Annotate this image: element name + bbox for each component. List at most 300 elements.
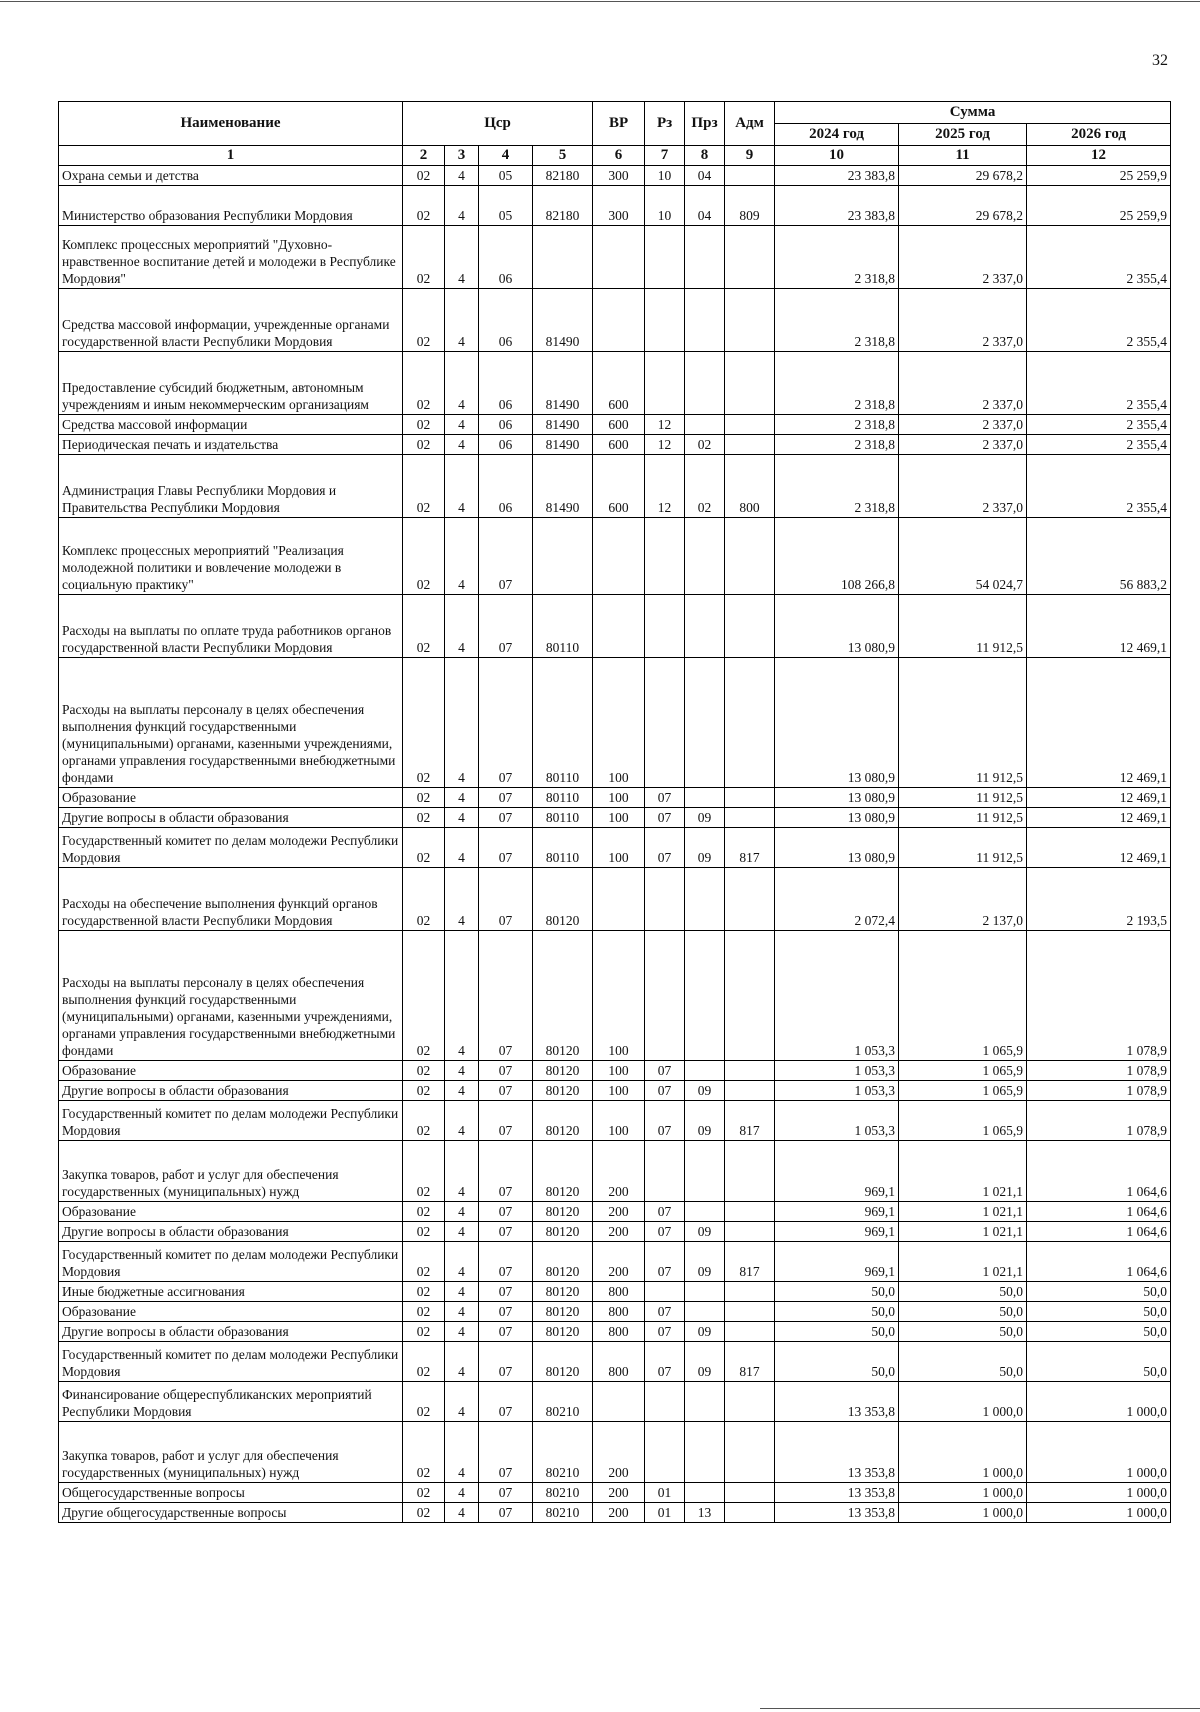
table-row (59, 185, 1171, 225)
amount-2025: 2 337,0 (899, 434, 1027, 454)
header-year-2026: 2026 год (1027, 124, 1171, 146)
amount-2026: 25 259,9 (1027, 165, 1171, 185)
prz-code: 04 (685, 185, 725, 225)
csr-part-3: 07 (479, 827, 533, 867)
csr-part-3: 07 (479, 787, 533, 807)
column-number: 3 (445, 146, 479, 166)
csr-part-4: 80120 (533, 1201, 593, 1221)
csr-part-3: 07 (479, 1140, 533, 1201)
row-name: Министерство образования Республики Мордовия (59, 185, 403, 225)
rz-code: 01 (645, 1502, 685, 1522)
prz-code (685, 1060, 725, 1080)
rz-code: 07 (645, 1080, 685, 1100)
csr-part-1: 02 (403, 1080, 445, 1100)
vr-code (593, 867, 645, 930)
table-row (59, 1060, 1171, 1080)
csr-part-1: 02 (403, 1100, 445, 1140)
csr-part-2: 4 (445, 288, 479, 351)
csr-part-3: 07 (479, 1201, 533, 1221)
row-name: Другие вопросы в области образования (59, 1221, 403, 1241)
csr-part-4: 81490 (533, 288, 593, 351)
csr-part-4: 80110 (533, 807, 593, 827)
csr-part-4: 80120 (533, 1301, 593, 1321)
csr-part-2: 4 (445, 594, 479, 657)
row-name: Расходы на выплаты по оплате труда работников органов государственной власти Республики Мордовия (59, 594, 403, 657)
row-name: Финансирование общереспубликанских мероприятий Республики Мордовия (59, 1381, 403, 1421)
amount-2024: 13 353,8 (775, 1502, 899, 1522)
csr-part-3: 07 (479, 1100, 533, 1140)
csr-part-1: 02 (403, 517, 445, 594)
csr-part-2: 4 (445, 787, 479, 807)
csr-part-3: 07 (479, 867, 533, 930)
rz-code: 07 (645, 827, 685, 867)
amount-2026: 1 000,0 (1027, 1381, 1171, 1421)
adm-code: 817 (725, 1100, 775, 1140)
row-name: Комплекс процессных мероприятий "Духовно-нравственное воспитание детей и молодежи в Республике Мордовия" (59, 225, 403, 288)
csr-part-2: 4 (445, 807, 479, 827)
amount-2024: 50,0 (775, 1341, 899, 1381)
amount-2025: 1 065,9 (899, 1060, 1027, 1080)
csr-part-4: 80120 (533, 1221, 593, 1241)
adm-code (725, 1201, 775, 1221)
adm-code (725, 1301, 775, 1321)
table-row (59, 1502, 1171, 1522)
csr-part-2: 4 (445, 185, 479, 225)
amount-2026: 12 469,1 (1027, 807, 1171, 827)
amount-2025: 1 000,0 (899, 1381, 1027, 1421)
row-name: Государственный комитет по делам молодежи Республики Мордовия (59, 1100, 403, 1140)
amount-2024: 2 318,8 (775, 434, 899, 454)
table-row (59, 1381, 1171, 1421)
amount-2026: 25 259,9 (1027, 185, 1171, 225)
vr-code (593, 594, 645, 657)
header-vr: ВР (593, 102, 645, 146)
rz-code (645, 225, 685, 288)
rz-code: 07 (645, 1321, 685, 1341)
row-name: Закупка товаров, работ и услуг для обеспечения государственных (муниципальных) нужд (59, 1140, 403, 1201)
csr-part-2: 4 (445, 867, 479, 930)
header-csr: Цср (403, 102, 593, 146)
csr-part-2: 4 (445, 414, 479, 434)
csr-part-4: 80210 (533, 1482, 593, 1502)
adm-code: 817 (725, 1241, 775, 1281)
csr-part-2: 4 (445, 1482, 479, 1502)
prz-code: 09 (685, 1100, 725, 1140)
csr-part-1: 02 (403, 1060, 445, 1080)
adm-code (725, 1080, 775, 1100)
amount-2026: 2 355,4 (1027, 225, 1171, 288)
rz-code: 07 (645, 787, 685, 807)
row-name: Другие вопросы в области образования (59, 807, 403, 827)
table-row (59, 1301, 1171, 1321)
csr-part-1: 02 (403, 1221, 445, 1241)
table-row (59, 787, 1171, 807)
vr-code: 300 (593, 165, 645, 185)
amount-2025: 50,0 (899, 1341, 1027, 1381)
row-name: Иные бюджетные ассигнования (59, 1281, 403, 1301)
header-year-2024: 2024 год (775, 124, 899, 146)
prz-code: 04 (685, 165, 725, 185)
csr-part-4: 80210 (533, 1381, 593, 1421)
column-number: 11 (899, 146, 1027, 166)
adm-code (725, 414, 775, 434)
adm-code: 809 (725, 185, 775, 225)
amount-2026: 50,0 (1027, 1301, 1171, 1321)
prz-code (685, 787, 725, 807)
csr-part-1: 02 (403, 225, 445, 288)
prz-code: 09 (685, 1080, 725, 1100)
row-name: Другие вопросы в области образования (59, 1321, 403, 1341)
row-name: Расходы на обеспечение выполнения функций органов государственной власти Республики Мордовия (59, 867, 403, 930)
page-number: 32 (1152, 52, 1168, 69)
csr-part-3: 06 (479, 434, 533, 454)
csr-part-3: 06 (479, 414, 533, 434)
table-row (59, 657, 1171, 787)
vr-code: 100 (593, 657, 645, 787)
table-row (59, 434, 1171, 454)
csr-part-4: 80120 (533, 1281, 593, 1301)
csr-part-3: 07 (479, 1341, 533, 1381)
rz-code: 10 (645, 185, 685, 225)
amount-2024: 1 053,3 (775, 930, 899, 1060)
prz-code (685, 867, 725, 930)
prz-code: 09 (685, 827, 725, 867)
csr-part-4: 80120 (533, 1140, 593, 1201)
amount-2025: 54 024,7 (899, 517, 1027, 594)
amount-2024: 1 053,3 (775, 1100, 899, 1140)
csr-part-2: 4 (445, 1140, 479, 1201)
csr-part-2: 4 (445, 1321, 479, 1341)
header-name: Наименование (59, 102, 403, 146)
amount-2026: 1 064,6 (1027, 1241, 1171, 1281)
row-name: Образование (59, 1060, 403, 1080)
csr-part-4: 80120 (533, 1241, 593, 1281)
rz-code: 07 (645, 1221, 685, 1241)
rz-code: 01 (645, 1482, 685, 1502)
csr-part-4: 80110 (533, 787, 593, 807)
row-name: Периодическая печать и издательства (59, 434, 403, 454)
column-number: 2 (403, 146, 445, 166)
rz-code: 12 (645, 454, 685, 517)
amount-2024: 50,0 (775, 1301, 899, 1321)
csr-part-3: 07 (479, 807, 533, 827)
csr-part-1: 02 (403, 827, 445, 867)
csr-part-2: 4 (445, 165, 479, 185)
amount-2024: 13 353,8 (775, 1381, 899, 1421)
vr-code: 100 (593, 807, 645, 827)
amount-2025: 29 678,2 (899, 185, 1027, 225)
csr-part-4: 80210 (533, 1421, 593, 1482)
csr-part-2: 4 (445, 434, 479, 454)
amount-2025: 1 065,9 (899, 1100, 1027, 1140)
table-row (59, 1201, 1171, 1221)
csr-part-3: 07 (479, 1301, 533, 1321)
csr-part-4: 80110 (533, 657, 593, 787)
column-number: 4 (479, 146, 533, 166)
amount-2026: 1 078,9 (1027, 1060, 1171, 1080)
table-row (59, 1100, 1171, 1140)
csr-part-4: 81490 (533, 414, 593, 434)
csr-part-1: 02 (403, 1140, 445, 1201)
vr-code: 600 (593, 454, 645, 517)
row-name: Образование (59, 1301, 403, 1321)
table-body (59, 165, 1171, 1522)
table-row (59, 930, 1171, 1060)
vr-code (593, 517, 645, 594)
row-name: Расходы на выплаты персоналу в целях обеспечения выполнения функций государственными (муниципальными) органами, казенными учреждениями, органами управления государственными внебюджетными фондами (59, 657, 403, 787)
table-row (59, 1421, 1171, 1482)
amount-2025: 2 337,0 (899, 454, 1027, 517)
table-row (59, 454, 1171, 517)
prz-code (685, 1201, 725, 1221)
csr-part-2: 4 (445, 225, 479, 288)
amount-2024: 13 080,9 (775, 827, 899, 867)
amount-2025: 11 912,5 (899, 787, 1027, 807)
adm-code (725, 1421, 775, 1482)
csr-part-1: 02 (403, 1341, 445, 1381)
rz-code: 07 (645, 1341, 685, 1381)
amount-2024: 969,1 (775, 1140, 899, 1201)
amount-2026: 1 064,6 (1027, 1140, 1171, 1201)
column-number: 10 (775, 146, 899, 166)
csr-part-3: 06 (479, 351, 533, 414)
vr-code: 800 (593, 1281, 645, 1301)
csr-part-2: 4 (445, 1502, 479, 1522)
prz-code: 02 (685, 454, 725, 517)
amount-2025: 11 912,5 (899, 807, 1027, 827)
adm-code (725, 787, 775, 807)
adm-code (725, 1281, 775, 1301)
csr-part-4: 80120 (533, 1341, 593, 1381)
csr-part-1: 02 (403, 351, 445, 414)
vr-code: 100 (593, 787, 645, 807)
csr-part-3: 06 (479, 454, 533, 517)
csr-part-2: 4 (445, 930, 479, 1060)
vr-code (593, 1381, 645, 1421)
rz-code: 07 (645, 1060, 685, 1080)
adm-code (725, 1321, 775, 1341)
table-row (59, 225, 1171, 288)
amount-2024: 2 318,8 (775, 414, 899, 434)
budget-table (58, 101, 1171, 1523)
row-name: Расходы на выплаты персоналу в целях обеспечения выполнения функций государственными (муниципальными) органами, казенными учреждениями, органами управления государственными внебюджетными фондами (59, 930, 403, 1060)
vr-code: 100 (593, 930, 645, 1060)
csr-part-4: 80210 (533, 1502, 593, 1522)
prz-code (685, 594, 725, 657)
amount-2026: 12 469,1 (1027, 827, 1171, 867)
csr-part-1: 02 (403, 288, 445, 351)
amount-2025: 2 337,0 (899, 225, 1027, 288)
vr-code: 200 (593, 1241, 645, 1281)
csr-part-4: 80120 (533, 1080, 593, 1100)
csr-part-3: 07 (479, 1502, 533, 1522)
header-sum: Сумма (775, 102, 1171, 124)
prz-code (685, 517, 725, 594)
prz-code (685, 1482, 725, 1502)
column-number: 9 (725, 146, 775, 166)
amount-2025: 1 065,9 (899, 930, 1027, 1060)
vr-code: 100 (593, 1080, 645, 1100)
csr-part-1: 02 (403, 454, 445, 517)
prz-code (685, 1301, 725, 1321)
csr-part-3: 07 (479, 657, 533, 787)
amount-2024: 13 080,9 (775, 787, 899, 807)
amount-2024: 13 353,8 (775, 1482, 899, 1502)
vr-code: 800 (593, 1301, 645, 1321)
amount-2026: 12 469,1 (1027, 787, 1171, 807)
prz-code (685, 414, 725, 434)
row-name: Государственный комитет по делам молодежи Республики Мордовия (59, 1241, 403, 1281)
rz-code: 12 (645, 414, 685, 434)
rz-code (645, 1140, 685, 1201)
prz-code: 13 (685, 1502, 725, 1522)
amount-2025: 11 912,5 (899, 827, 1027, 867)
amount-2024: 2 318,8 (775, 288, 899, 351)
vr-code: 800 (593, 1341, 645, 1381)
amount-2024: 23 383,8 (775, 165, 899, 185)
csr-part-4: 82180 (533, 165, 593, 185)
vr-code: 800 (593, 1321, 645, 1341)
adm-code (725, 225, 775, 288)
csr-part-1: 02 (403, 657, 445, 787)
amount-2024: 13 080,9 (775, 807, 899, 827)
rz-code: 07 (645, 1100, 685, 1140)
csr-part-2: 4 (445, 1100, 479, 1140)
amount-2025: 1 065,9 (899, 1080, 1027, 1100)
prz-code (685, 351, 725, 414)
amount-2024: 13 080,9 (775, 657, 899, 787)
table-row (59, 351, 1171, 414)
amount-2026: 1 000,0 (1027, 1502, 1171, 1522)
row-name: Средства массовой информации, учрежденные органами государственной власти Республики Мордовия (59, 288, 403, 351)
adm-code (725, 1221, 775, 1241)
csr-part-1: 02 (403, 1482, 445, 1502)
row-name: Государственный комитет по делам молодежи Республики Мордовия (59, 1341, 403, 1381)
amount-2024: 23 383,8 (775, 185, 899, 225)
amount-2024: 1 053,3 (775, 1080, 899, 1100)
rz-code: 07 (645, 1201, 685, 1221)
rz-code (645, 930, 685, 1060)
adm-code (725, 1482, 775, 1502)
table-row (59, 1281, 1171, 1301)
csr-part-3: 05 (479, 165, 533, 185)
table-row (59, 1341, 1171, 1381)
row-name: Общегосударственные вопросы (59, 1482, 403, 1502)
amount-2026: 2 355,4 (1027, 434, 1171, 454)
vr-code: 200 (593, 1140, 645, 1201)
row-name: Образование (59, 787, 403, 807)
amount-2025: 1 021,1 (899, 1201, 1027, 1221)
adm-code (725, 930, 775, 1060)
table-header (59, 102, 1171, 166)
prz-code (685, 657, 725, 787)
amount-2026: 2 355,4 (1027, 288, 1171, 351)
vr-code: 100 (593, 1060, 645, 1080)
table-row (59, 165, 1171, 185)
vr-code: 200 (593, 1502, 645, 1522)
amount-2025: 1 021,1 (899, 1140, 1027, 1201)
csr-part-2: 4 (445, 1381, 479, 1421)
table-row (59, 827, 1171, 867)
row-name: Другие общегосударственные вопросы (59, 1502, 403, 1522)
prz-code (685, 225, 725, 288)
amount-2024: 2 318,8 (775, 351, 899, 414)
vr-code (593, 225, 645, 288)
rz-code: 10 (645, 165, 685, 185)
csr-part-1: 02 (403, 414, 445, 434)
amount-2026: 56 883,2 (1027, 517, 1171, 594)
amount-2026: 2 355,4 (1027, 351, 1171, 414)
amount-2024: 969,1 (775, 1241, 899, 1281)
amount-2024: 13 353,8 (775, 1421, 899, 1482)
adm-code (725, 1502, 775, 1522)
csr-part-2: 4 (445, 1241, 479, 1281)
row-name: Закупка товаров, работ и услуг для обеспечения государственных (муниципальных) нужд (59, 1421, 403, 1482)
csr-part-3: 07 (479, 930, 533, 1060)
row-name: Другие вопросы в области образования (59, 1080, 403, 1100)
amount-2026: 1 000,0 (1027, 1421, 1171, 1482)
prz-code (685, 288, 725, 351)
amount-2025: 2 337,0 (899, 414, 1027, 434)
rz-code (645, 1421, 685, 1482)
amount-2025: 50,0 (899, 1301, 1027, 1321)
amount-2025: 11 912,5 (899, 594, 1027, 657)
csr-part-2: 4 (445, 517, 479, 594)
csr-part-4: 82180 (533, 185, 593, 225)
vr-code (593, 288, 645, 351)
row-name: Предоставление субсидий бюджетным, автономным учреждениям и иным некоммерческим организациям (59, 351, 403, 414)
rz-code (645, 1381, 685, 1421)
csr-part-4: 80120 (533, 930, 593, 1060)
prz-code: 09 (685, 1241, 725, 1281)
amount-2026: 1 078,9 (1027, 1080, 1171, 1100)
table-row (59, 807, 1171, 827)
table-row (59, 517, 1171, 594)
table-row (59, 1221, 1171, 1241)
vr-code: 100 (593, 827, 645, 867)
csr-part-3: 07 (479, 1060, 533, 1080)
amount-2026: 50,0 (1027, 1281, 1171, 1301)
prz-code: 09 (685, 1221, 725, 1241)
vr-code: 200 (593, 1482, 645, 1502)
adm-code: 817 (725, 827, 775, 867)
csr-part-1: 02 (403, 1301, 445, 1321)
csr-part-3: 07 (479, 1381, 533, 1421)
csr-part-2: 4 (445, 1281, 479, 1301)
amount-2024: 2 072,4 (775, 867, 899, 930)
amount-2025: 29 678,2 (899, 165, 1027, 185)
csr-part-1: 02 (403, 1241, 445, 1281)
scan-edge-top (0, 1, 1200, 2)
amount-2025: 50,0 (899, 1321, 1027, 1341)
table-row (59, 867, 1171, 930)
csr-part-3: 07 (479, 1080, 533, 1100)
csr-part-2: 4 (445, 1301, 479, 1321)
adm-code (725, 657, 775, 787)
adm-code (725, 1381, 775, 1421)
rz-code (645, 867, 685, 930)
rz-code (645, 288, 685, 351)
csr-part-4: 80120 (533, 1100, 593, 1140)
amount-2024: 2 318,8 (775, 225, 899, 288)
adm-code (725, 1060, 775, 1080)
csr-part-2: 4 (445, 827, 479, 867)
adm-code (725, 351, 775, 414)
csr-part-4: 80120 (533, 867, 593, 930)
csr-part-1: 02 (403, 867, 445, 930)
csr-part-4: 81490 (533, 434, 593, 454)
table-row (59, 1482, 1171, 1502)
